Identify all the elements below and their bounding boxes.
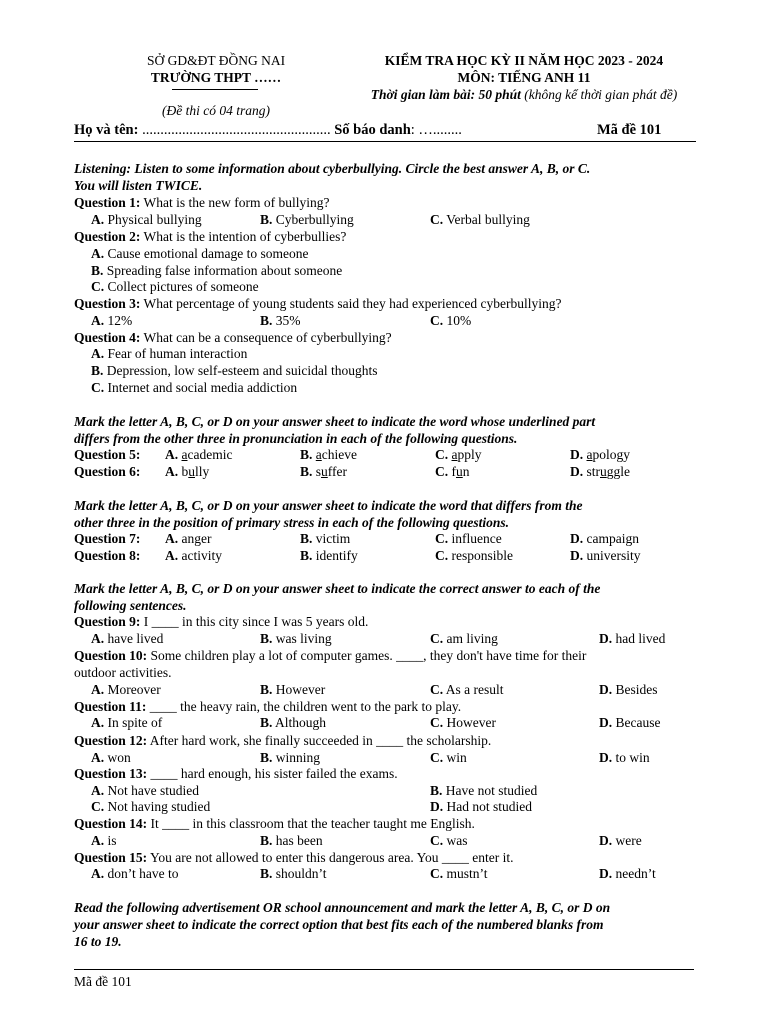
q3-option-c[interactable] [430,312,471,329]
student-name-line [74,122,462,139]
option-text: was living [275,631,332,646]
q8-option-d[interactable] [570,547,641,564]
q11-option-b[interactable] [260,714,326,731]
option-text: am living [446,631,498,646]
question-text: What can be a consequence of cyberbullying? [140,330,392,345]
option-letter: B. [260,631,273,646]
option-letter: C. [430,313,444,328]
grammar-instruction-line-1: Mark the letter A, B, C, or D on your answer sheet to indicate the correct answer to each of the [74,581,601,596]
option-letter: B. [300,548,313,563]
option-letter: C. [435,531,449,546]
q2-option-c[interactable] [91,278,259,295]
school-name: TRƯỜNG THPT …… [150,70,282,85]
q6-option-d[interactable] [570,463,630,480]
question-text: You are not allowed to enter this dangerous area. You ____ enter it. [147,850,514,865]
question-label: Question 3: [74,296,141,311]
option-text: shouldn’t [275,866,327,881]
school-underline [172,89,258,90]
underlined-part: a [586,447,593,462]
question-2 [74,228,346,245]
question-text: ____ the heavy rain, the children went to the park to play. [146,699,462,714]
option-letter: D. [570,548,584,563]
option-letter: B. [300,464,313,479]
question-4 [74,329,392,346]
question-label: Question 4: [74,330,141,345]
q8-option-b[interactable] [300,547,358,564]
option-letter: A. [91,246,105,261]
dept-name: SỞ GD&ĐT ĐỒNG NAI [146,53,286,68]
q13-option-a[interactable] [91,782,199,799]
stress-instruction-line-1: Mark the letter A, B, C, or D on your answer sheet to indicate the word that differs from the [74,498,583,513]
q9-option-a[interactable] [91,630,163,647]
option-text: don’t have to [107,866,179,881]
q11-option-d[interactable] [599,714,660,731]
question-label: Question 9: [74,614,141,629]
question-1 [74,194,329,211]
option-letter: D. [599,866,613,881]
q12-option-b[interactable] [260,749,320,766]
option-letter: B. [91,263,104,278]
option-text: Cause emotional damage to someone [107,246,309,261]
word-part: cademic [187,447,233,462]
underlined-part: a [315,447,322,462]
header-rule [74,141,696,142]
option-letter: B. [260,715,273,730]
option-letter: A. [165,447,179,462]
word-part: lly [195,464,210,479]
listening-instruction-line-2: You will listen TWICE. [74,178,203,193]
q10-option-d[interactable] [599,681,658,698]
reading-instruction-line-3: 16 to 19. [74,934,122,949]
option-letter: A. [165,464,179,479]
option-letter: A. [91,212,105,227]
option-text: Spreading false information about someone [106,263,343,278]
q14-option-d[interactable] [599,832,642,849]
option-text: victim [315,531,351,546]
option-letter: C. [430,715,444,730]
option-text: responsible [451,548,513,563]
option-text: Had not studied [446,799,532,814]
option-text: Besides [615,682,658,697]
option-text: to win [615,750,650,765]
q15-option-d[interactable] [599,865,656,882]
option-text: 35% [275,313,301,328]
option-letter: C. [91,380,105,395]
option-text: 12% [107,313,133,328]
underlined-part: u [188,464,195,479]
word-part: chieve [321,447,357,462]
q2-option-a[interactable] [91,245,308,262]
q5-option-d[interactable] [570,446,630,463]
option-text: Internet and social media addiction [107,380,298,395]
q2-option-b[interactable] [91,262,342,279]
name-dots: .................................................... [138,122,331,138]
q7-option-c[interactable] [435,530,502,547]
option-text: Physical bullying [107,212,202,227]
q6-option-a[interactable] [165,463,209,480]
q9-option-b[interactable] [260,630,332,647]
option-letter: C. [91,279,105,294]
option-text: Cyberbullying [275,212,354,227]
option-text: was [446,833,468,848]
option-text: anger [181,531,212,546]
word-part: pply [457,447,482,462]
word-part: ggle [606,464,630,479]
name-label: Họ và tên: [74,122,139,138]
q11-option-c[interactable] [430,714,496,731]
q15-option-c[interactable] [430,865,488,882]
question-label: Question 14: [74,816,148,831]
q8-option-a[interactable] [165,547,222,564]
option-letter: C. [430,750,444,765]
question-text: After hard work, she finally succeeded in ____ the scholarship. [147,733,492,748]
question-9 [74,613,368,630]
option-letter: B. [300,531,313,546]
option-text: Verbal bullying [446,212,530,227]
option-text: Not having studied [107,799,211,814]
question-text: What is the intention of cyberbullies? [140,229,347,244]
option-text: has been [275,833,323,848]
word-part: ffer [327,464,348,479]
option-text: Depression, low self-esteem and suicidal thoughts [106,363,378,378]
option-letter: D. [570,531,584,546]
option-letter: A. [91,833,105,848]
pronunciation-instruction-line-2: differs from the other three in pronunciation in each of the following questions. [74,431,518,446]
pronunciation-instruction [74,413,694,447]
option-letter: D. [599,833,613,848]
word-part: f [451,464,456,479]
question-label: Question 2: [74,229,141,244]
q14-option-a[interactable] [91,832,117,849]
option-letter: D. [599,750,613,765]
q7-option-b[interactable] [300,530,350,547]
option-letter: C. [430,212,444,227]
pronunciation-instruction-line-1: Mark the letter A, B, C, or D on your answer sheet to indicate the word whose underlined part [74,414,596,429]
option-text: Moreover [107,682,161,697]
id-dots: : …........ [410,122,462,138]
underlined-part: a [451,447,458,462]
footer-rule [74,969,694,970]
option-letter: B. [260,750,273,765]
q15-option-a[interactable] [91,865,179,882]
option-letter: C. [430,866,444,881]
q14-option-b[interactable] [260,832,323,849]
option-letter: A. [91,783,105,798]
underlined-part: a [181,447,188,462]
option-letter: A. [91,682,105,697]
question-label: Question 10: [74,648,148,663]
option-text: campaign [586,531,639,546]
option-letter: A. [91,715,105,730]
q5-option-b[interactable] [300,446,357,463]
reading-instruction [74,899,694,950]
option-letter: A. [91,750,105,765]
option-letter: C. [430,833,444,848]
q7-option-d[interactable] [570,530,639,547]
q6-option-c[interactable] [435,463,470,480]
option-text: influence [451,531,502,546]
q15-option-b[interactable] [260,865,327,882]
option-letter: C. [435,464,449,479]
question-text: What percentage of young students said they had experienced cyberbullying? [140,296,562,311]
question-label: Question 11: [74,699,147,714]
option-letter: C. [435,447,449,462]
word-part: b [181,464,189,479]
q1-option-a[interactable] [91,211,202,228]
question-text: It ____ in this classroom that the teacher taught me English. [147,816,475,831]
option-letter: B. [260,212,273,227]
stress-instruction-line-2: other three in the position of primary stress in each of the following questions. [74,515,510,530]
id-label: Số báo danh [334,122,411,138]
question-text: Some children play a lot of computer games. ____, they don't have time for their [147,648,587,663]
q6-option-b[interactable] [300,463,347,480]
question-label: Question 13: [74,766,148,781]
word-part: s [315,464,322,479]
option-text: mustn’t [446,866,488,881]
q10-option-a[interactable] [91,681,161,698]
option-letter: D. [570,464,584,479]
question-8-label: Question 8: [74,548,141,563]
option-text: activity [181,548,222,563]
option-text: Although [275,715,327,730]
question-text-cont: outdoor activities. [74,665,172,680]
question-6-label: Question 6: [74,464,141,479]
option-text: identify [315,548,358,563]
underlined-part: u [456,464,463,479]
q7-option-a[interactable] [165,530,211,547]
q12-option-a[interactable] [91,749,131,766]
option-letter: A. [91,346,105,361]
option-letter: D. [599,682,613,697]
question-text: I ____ in this city since I was 5 years old. [140,614,369,629]
q3-option-b[interactable] [260,312,301,329]
grammar-instruction [74,580,694,614]
q5-option-a[interactable] [165,446,232,463]
option-letter: D. [430,799,444,814]
option-text: had lived [615,631,666,646]
question-12 [74,732,491,749]
option-letter: B. [260,682,273,697]
question-11 [74,698,461,715]
option-text: won [107,750,131,765]
option-letter: A. [91,866,105,881]
reading-instruction-line-2: your answer sheet to indicate the correct option that best fits each of the numbered blanks from [74,917,604,932]
question-text: What is the new form of bullying? [140,195,330,210]
pages-note: (Đề thi có 04 trang) [162,103,270,118]
option-letter: B. [260,833,273,848]
question-13 [74,765,398,782]
time-line [340,86,708,103]
option-text: have lived [107,631,164,646]
option-letter: B. [300,447,313,462]
option-letter: A. [165,531,179,546]
subject: MÔN: TIẾNG ANH 11 [457,70,591,85]
q10-option-c[interactable] [430,681,504,698]
option-letter: A. [165,548,179,563]
question-15 [74,849,513,866]
option-text: winning [275,750,321,765]
option-letter: A. [91,313,105,328]
q4-option-c[interactable] [91,379,297,396]
question-text: ____ hard enough, his sister failed the exams. [147,766,398,781]
q12-option-d[interactable] [599,749,650,766]
option-text: needn’t [615,866,656,881]
footer-exam-code: Mã đề 101 [74,974,132,989]
option-letter: D. [599,715,613,730]
underlined-part: u [321,464,328,479]
option-letter: C. [430,631,444,646]
q10-option-b[interactable] [260,681,325,698]
option-letter: D. [570,447,584,462]
time-label: Thời gian làm bài: 50 phút [370,87,521,102]
q12-option-c[interactable] [430,749,467,766]
q1-option-c[interactable] [430,211,530,228]
question-5-label: Question 5: [74,447,141,462]
word-part: pology [592,447,631,462]
question-label: Question 12: [74,733,148,748]
grammar-instruction-line-2: following sentences. [74,598,187,613]
word-part: str [586,464,600,479]
option-text: Collect pictures of someone [107,279,259,294]
option-letter: A. [91,631,105,646]
q4-option-b[interactable] [91,362,377,379]
option-letter: C. [430,682,444,697]
listening-instruction-line-1: Listening: Listen to some information about cyberbullying. Circle the best answer A, B, or C. [74,161,591,176]
q1-option-b[interactable] [260,211,354,228]
q13-option-b[interactable] [430,782,537,799]
question-14 [74,815,475,832]
option-text: Have not studied [445,783,538,798]
time-note: (không kể thời gian phát đề) [520,87,678,102]
option-letter: B. [260,313,273,328]
q5-option-c[interactable] [435,446,482,463]
option-letter: B. [91,363,104,378]
word-part: n [462,464,470,479]
option-text: Not have studied [107,783,199,798]
q13-option-c[interactable] [91,798,210,815]
q9-option-c[interactable] [430,630,498,647]
option-letter: B. [260,866,273,881]
option-text: In spite of [107,715,163,730]
question-7-label: Question 7: [74,531,141,546]
option-letter: C. [91,799,105,814]
q14-option-c[interactable] [430,832,468,849]
q13-option-d[interactable] [430,798,532,815]
option-letter: B. [430,783,443,798]
option-text: Because [615,715,661,730]
option-text: 10% [446,313,472,328]
exam-code: Mã đề 101 [597,122,662,138]
option-letter: D. [599,631,613,646]
listening-instruction [74,160,694,194]
question-3 [74,295,562,312]
option-text: university [586,548,641,563]
q11-option-a[interactable] [91,714,162,731]
q3-option-a[interactable] [91,312,132,329]
option-text: However [275,682,326,697]
option-text: Fear of human interaction [107,346,248,361]
option-text: However [446,715,496,730]
q8-option-c[interactable] [435,547,513,564]
option-text: As a result [445,682,504,697]
question-label: Question 15: [74,850,148,865]
underlined-part: u [600,464,607,479]
q4-option-a[interactable] [91,345,247,362]
option-text: win [446,750,467,765]
option-text: were [615,833,642,848]
option-text: is [107,833,117,848]
stress-instruction [74,497,694,531]
exam-title: KIỂM TRA HỌC KỲ II NĂM HỌC 2023 - 2024 [384,53,664,68]
question-10 [74,647,694,681]
option-letter: C. [435,548,449,563]
q9-option-d[interactable] [599,630,665,647]
question-label: Question 1: [74,195,141,210]
reading-instruction-line-1: Read the following advertisement OR school announcement and mark the letter A, B, C, or D on [74,900,611,915]
